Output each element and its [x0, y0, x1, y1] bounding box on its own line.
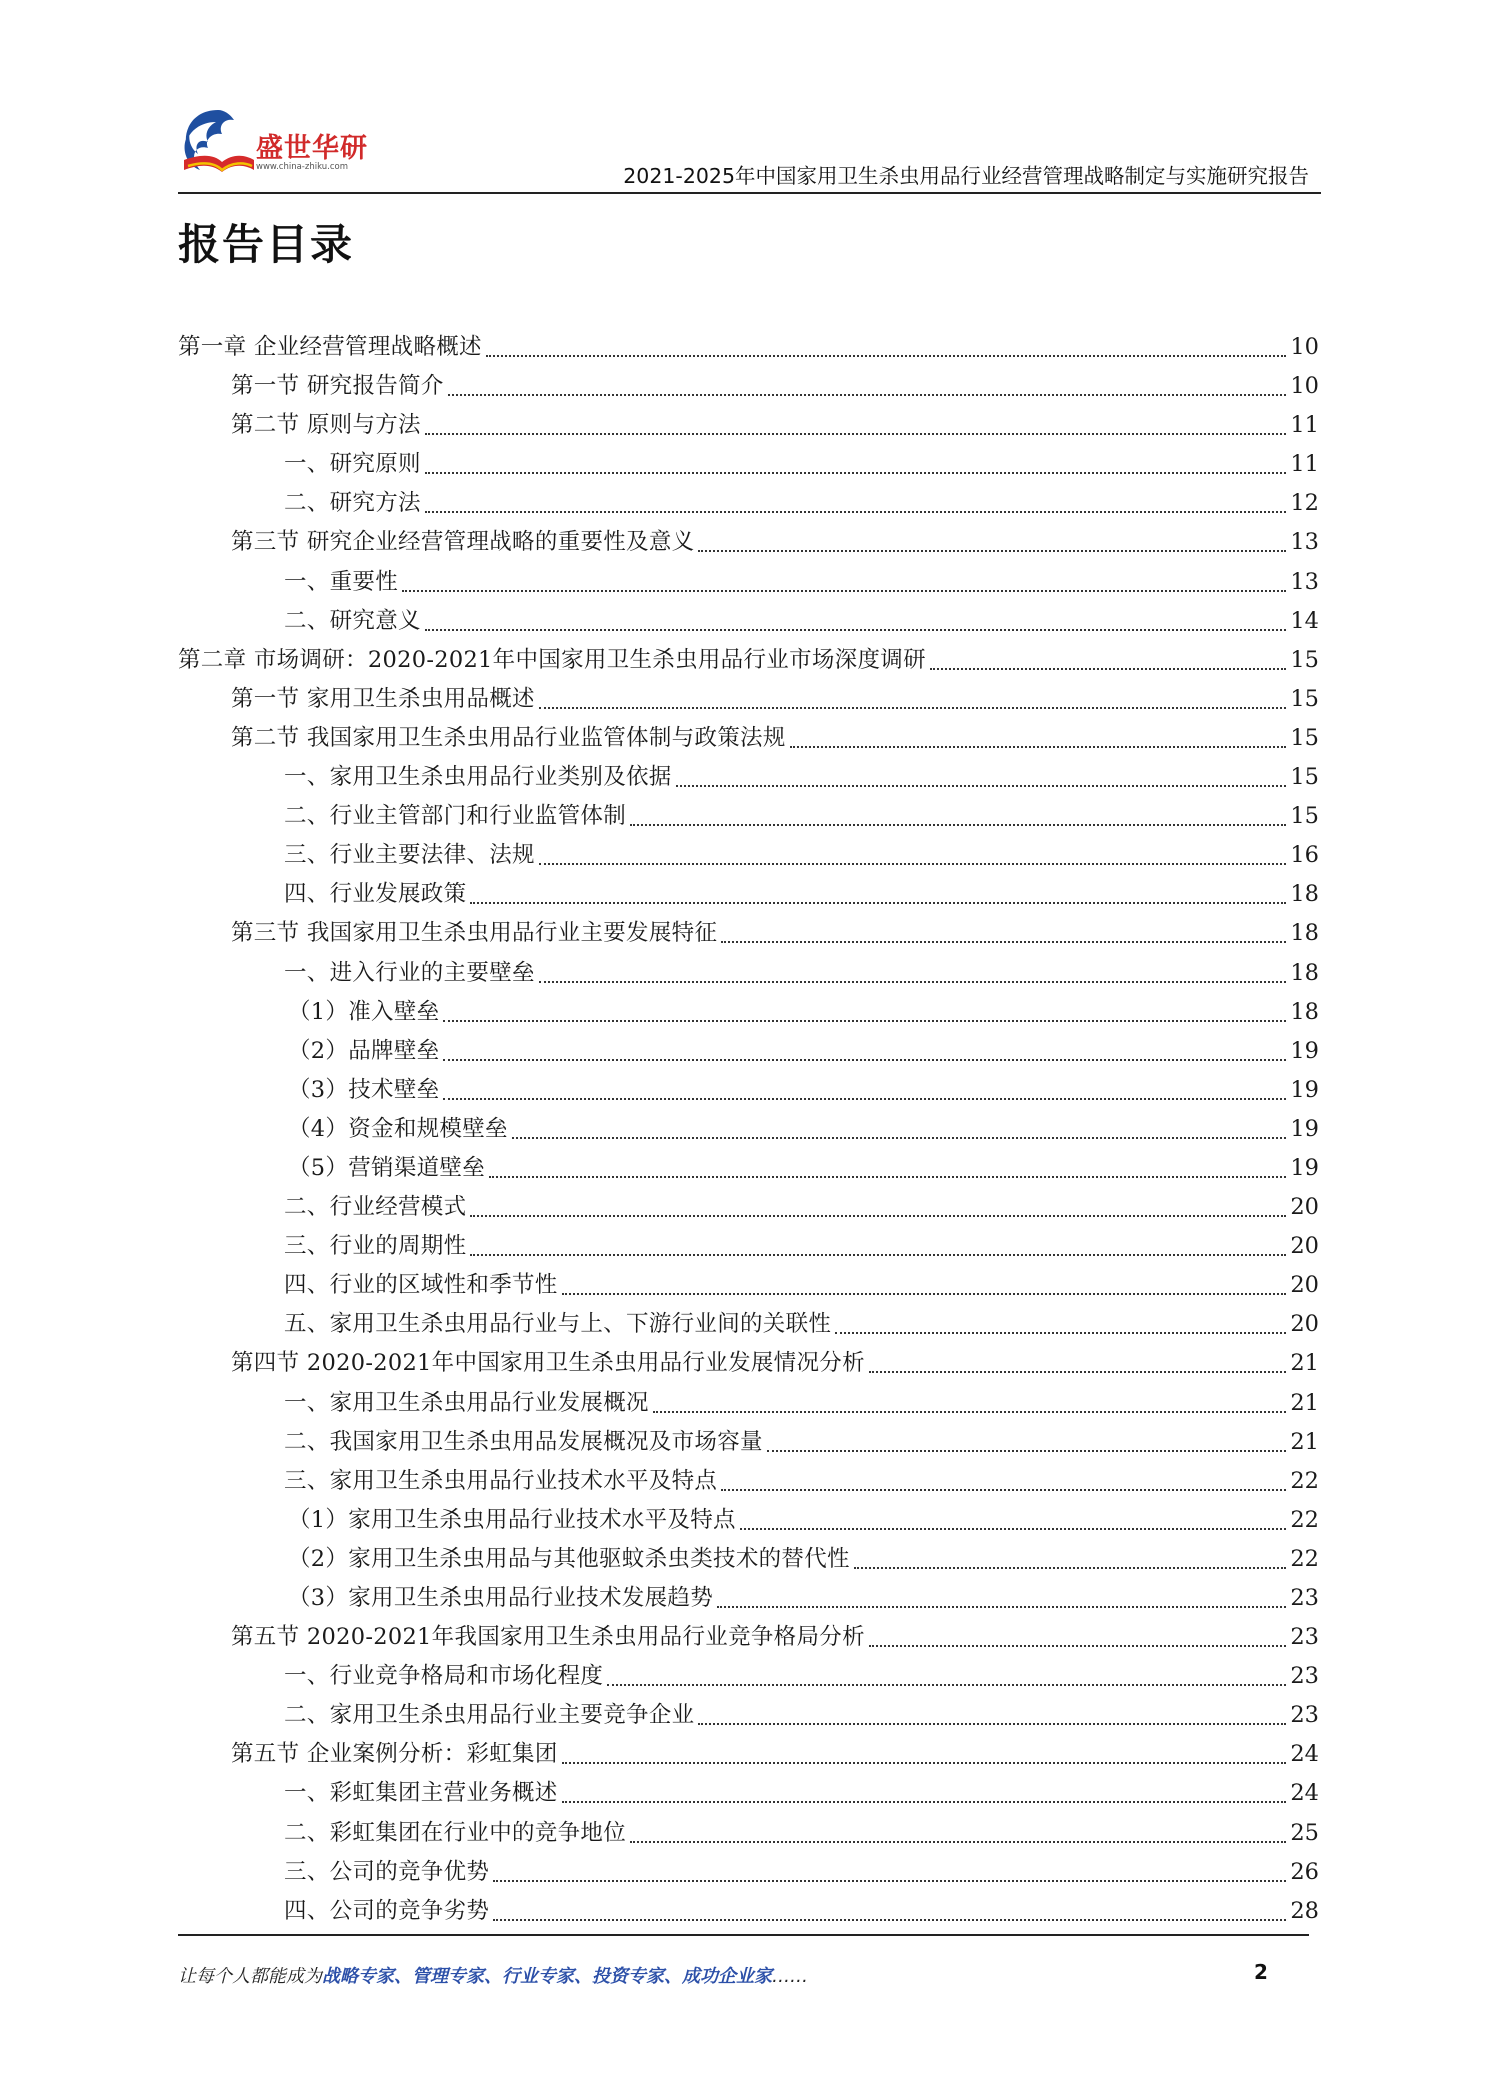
toc-entry-title: 三、家用卫生杀虫用品行业技术水平及特点	[284, 1467, 718, 1494]
toc-entry-page: 19	[1290, 1115, 1319, 1142]
toc-entry-title: 四、公司的竞争劣势	[284, 1897, 490, 1924]
toc-entry[interactable]	[178, 758, 1319, 797]
toc-entry-page: 10	[1290, 373, 1319, 400]
toc-leader-dots	[470, 1193, 1286, 1218]
logo-name: 盛世华研	[256, 133, 368, 164]
toc-entry-title: 第二节 原则与方法	[231, 412, 421, 439]
toc-entry-page: 20	[1290, 1233, 1319, 1260]
toc-leader-dots	[489, 1153, 1286, 1178]
toc-entry[interactable]	[178, 680, 1319, 719]
toc-entry[interactable]	[178, 1344, 1319, 1383]
toc-entry-page: 23	[1290, 1624, 1319, 1651]
toc-entry[interactable]	[178, 1227, 1319, 1266]
toc-entry[interactable]	[178, 836, 1319, 875]
toc-leader-dots	[539, 841, 1287, 866]
toc-entry-page: 18	[1290, 920, 1319, 947]
toc-entry-title: 第一节 研究报告简介	[231, 373, 444, 400]
toc-entry-title: 二、行业主管部门和行业监管体制	[284, 803, 627, 830]
toc-entry[interactable]	[178, 1618, 1319, 1657]
toc-entry-page: 16	[1290, 842, 1319, 869]
toc-entry-title: 二、行业经营模式	[284, 1194, 467, 1221]
toc-entry[interactable]	[178, 1384, 1319, 1423]
toc-entry-page: 11	[1290, 412, 1319, 439]
toc-entry-page: 15	[1290, 646, 1319, 673]
toc-leader-dots	[653, 1388, 1287, 1413]
toc-leader-dots	[869, 1349, 1286, 1374]
toc-entry-page: 23	[1290, 1702, 1319, 1729]
footer-slogan	[178, 1962, 808, 1988]
toc-leader-dots	[425, 606, 1287, 631]
toc-entry-page: 12	[1290, 490, 1319, 517]
toc-leader-dots	[790, 723, 1287, 748]
toc-leader-dots	[425, 489, 1287, 514]
toc-leader-dots	[539, 958, 1287, 983]
toc-entry-page: 15	[1290, 724, 1319, 751]
toc-entry-page: 11	[1290, 451, 1319, 478]
toc-entry-title: （1）家用卫生杀虫用品行业技术水平及特点	[288, 1506, 736, 1533]
toc-leader-dots	[448, 372, 1287, 397]
toc-entry-title: 二、我国家用卫生杀虫用品发展概况及市场容量	[284, 1428, 763, 1455]
toc-entry[interactable]	[178, 1774, 1319, 1813]
toc-entry-title: 第五节 企业案例分析：彩虹集团	[231, 1741, 558, 1768]
toc-entry[interactable]	[178, 1110, 1319, 1149]
toc-entry[interactable]	[178, 1032, 1319, 1071]
toc-entry[interactable]	[178, 993, 1319, 1032]
toc-entry[interactable]	[178, 406, 1319, 445]
header-divider	[178, 192, 1321, 194]
toc-entry-title: 一、彩虹集团主营业务概述	[284, 1780, 558, 1807]
company-logo	[178, 104, 388, 182]
toc-leader-dots	[443, 1075, 1286, 1100]
toc-entry-title: 第三节 研究企业经营管理战略的重要性及意义	[231, 529, 695, 556]
toc-leader-dots	[539, 684, 1287, 709]
toc-entry-page: 20	[1290, 1272, 1319, 1299]
toc-entry-title: 五、家用卫生杀虫用品行业与上、下游行业间的关联性	[284, 1311, 832, 1338]
toc-entry[interactable]	[178, 954, 1319, 993]
toc-entry[interactable]	[178, 1071, 1319, 1110]
toc-entry-page: 18	[1290, 881, 1319, 908]
toc-entry-title: 一、重要性	[284, 568, 399, 595]
toc-leader-dots	[493, 1896, 1286, 1921]
logo-url: www.china-zhiku.com	[256, 162, 348, 172]
toc-entry[interactable]	[178, 328, 1319, 367]
toc-entry-title: （4）资金和规模壁垒	[288, 1115, 508, 1142]
toc-entry-title: 四、行业发展政策	[284, 881, 467, 908]
toc-leader-dots	[630, 1818, 1286, 1843]
toc-leader-dots	[562, 1271, 1287, 1296]
toc-entry-page: 21	[1290, 1389, 1319, 1416]
toc-leader-dots	[425, 450, 1287, 475]
toc-leader-dots	[721, 919, 1286, 944]
toc-entry-page: 26	[1290, 1858, 1319, 1885]
toc-entry-title: （5）营销渠道壁垒	[288, 1154, 486, 1181]
toc-entry-page: 21	[1290, 1350, 1319, 1377]
toc-entry[interactable]	[178, 875, 1319, 914]
toc-entry-page: 28	[1290, 1897, 1319, 1924]
toc-entry-page: 19	[1290, 1154, 1319, 1181]
toc-entry-title: 二、研究方法	[284, 490, 421, 517]
toc-entry[interactable]	[178, 1188, 1319, 1227]
toc-entry-page: 25	[1290, 1819, 1319, 1846]
toc-leader-dots	[562, 1779, 1287, 1804]
toc-entry-page: 23	[1290, 1585, 1319, 1611]
toc-leader-dots	[443, 1036, 1286, 1061]
toc-leader-dots	[607, 1662, 1286, 1687]
toc-entry[interactable]	[178, 367, 1319, 406]
toc-entry[interactable]	[178, 797, 1319, 836]
toc-leader-dots	[740, 1505, 1287, 1530]
toc-leader-dots	[869, 1623, 1286, 1648]
toc-entry-title: （2）品牌壁垒	[288, 1037, 440, 1064]
toc-entry-title: 三、公司的竞争优势	[284, 1858, 490, 1885]
toc-entry[interactable]	[178, 1540, 1319, 1579]
toc-entry-title: 一、研究原则	[284, 451, 421, 478]
toc-entry-page: 22	[1290, 1506, 1319, 1533]
toc-leader-dots	[854, 1544, 1287, 1569]
toc-leader-dots	[493, 1857, 1286, 1882]
toc-entry[interactable]	[178, 1305, 1319, 1344]
logo-emblem-icon	[178, 104, 258, 182]
toc-entry-page: 20	[1290, 1194, 1319, 1221]
toc-leader-dots	[835, 1310, 1286, 1335]
toc-entry[interactable]	[178, 1579, 1319, 1618]
toc-entry-title: （3）家用卫生杀虫用品行业技术发展趋势	[288, 1585, 714, 1611]
toc-entry-title: 二、家用卫生杀虫用品行业主要竞争企业	[284, 1702, 695, 1729]
toc-leader-dots	[698, 1701, 1286, 1726]
toc-entry-title: 第五节 2020-2021年我国家用卫生杀虫用品行业竞争格局分析	[231, 1624, 865, 1651]
toc-entry-page: 19	[1290, 1076, 1319, 1103]
footer-slogan-highlight: 战略专家、管理专家、行业专家、投资专家、成功企业家	[322, 1966, 772, 1987]
toc-entry[interactable]	[178, 1814, 1319, 1853]
toc-entry[interactable]	[178, 1266, 1319, 1305]
toc-entry-page: 21	[1290, 1428, 1319, 1455]
toc-entry[interactable]	[178, 1696, 1319, 1735]
toc-entry-title: 二、研究意义	[284, 607, 421, 634]
footer-slogan-suffix: ……	[772, 1966, 808, 1987]
toc-entry[interactable]	[178, 484, 1319, 523]
toc-entry[interactable]	[178, 1462, 1319, 1501]
report-title: 2021-2025年中国家用卫生杀虫用品行业经营管理战略制定与实施研究报告	[623, 164, 1309, 188]
toc-entry[interactable]	[178, 1423, 1319, 1462]
toc-entry-page: 10	[1290, 334, 1319, 360]
toc-leader-dots	[486, 333, 1287, 358]
toc-entry-title: 四、行业的区域性和季节性	[284, 1272, 558, 1299]
toc-entry-title: 第一章 企业经营管理战略概述	[178, 334, 482, 360]
toc-entry-title: （3）技术壁垒	[288, 1076, 440, 1103]
toc-entry-page: 22	[1290, 1467, 1319, 1494]
toc-entry[interactable]	[178, 523, 1319, 562]
toc-leader-dots	[470, 880, 1286, 905]
toc-leader-dots	[425, 411, 1287, 436]
toc-entry[interactable]	[178, 1735, 1319, 1774]
toc-entry-page: 15	[1290, 803, 1319, 830]
toc-entry-page: 18	[1290, 959, 1319, 986]
toc-entry-page: 24	[1290, 1780, 1319, 1807]
toc-entry[interactable]	[178, 1892, 1319, 1931]
toc-entry-page: 13	[1290, 529, 1319, 556]
toc-entry-title: 一、行业竞争格局和市场化程度	[284, 1663, 604, 1690]
page-title: 报告目录	[178, 220, 355, 269]
toc-entry-page: 24	[1290, 1741, 1319, 1768]
toc-leader-dots	[562, 1740, 1287, 1765]
footer-slogan-prefix: 让每个人都能成为	[178, 1966, 322, 1987]
toc-entry-page: 14	[1290, 607, 1319, 634]
toc-leader-dots	[676, 763, 1287, 788]
toc-entry[interactable]	[178, 563, 1319, 602]
toc-entry-page: 13	[1290, 568, 1319, 595]
toc-entry-page: 22	[1290, 1545, 1319, 1572]
toc-leader-dots	[470, 1232, 1286, 1257]
toc-entry-title: 二、彩虹集团在行业中的竞争地位	[284, 1819, 627, 1846]
toc-entry-title: 第一节 家用卫生杀虫用品概述	[231, 685, 535, 712]
toc-entry[interactable]	[178, 914, 1319, 953]
toc-entry-title: 一、进入行业的主要壁垒	[284, 959, 535, 986]
toc-entry[interactable]	[178, 719, 1319, 758]
toc-leader-dots	[721, 1466, 1286, 1491]
toc-entry-title: 第二节 我国家用卫生杀虫用品行业监管体制与政策法规	[231, 724, 786, 751]
toc-entry[interactable]	[178, 445, 1319, 484]
toc-leader-dots	[630, 802, 1286, 827]
toc-entry-title: 第三节 我国家用卫生杀虫用品行业主要发展特征	[231, 920, 718, 947]
toc-entry-title: 一、家用卫生杀虫用品行业类别及依据	[284, 764, 672, 791]
toc-leader-dots	[767, 1427, 1287, 1452]
toc-entry[interactable]	[178, 1501, 1319, 1540]
toc-entry-page: 15	[1290, 764, 1319, 791]
toc-entry[interactable]	[178, 602, 1319, 641]
toc-entry-title: 三、行业主要法律、法规	[284, 842, 535, 869]
toc-leader-dots	[930, 645, 1286, 670]
toc-entry-title: 三、行业的周期性	[284, 1233, 467, 1260]
toc-entry-page: 15	[1290, 685, 1319, 712]
toc-entry-title: 第四节 2020-2021年中国家用卫生杀虫用品行业发展情况分析	[231, 1350, 865, 1377]
toc-leader-dots	[443, 997, 1286, 1022]
page-number: 2	[1254, 1960, 1268, 1984]
toc-leader-dots	[402, 567, 1286, 592]
toc-leader-dots	[698, 528, 1286, 553]
footer-divider	[178, 1934, 1309, 1936]
toc-entry[interactable]	[178, 1149, 1319, 1188]
toc-entry-page: 20	[1290, 1311, 1319, 1338]
toc-entry-title: 第二章 市场调研：2020-2021年中国家用卫生杀虫用品行业市场深度调研	[178, 646, 926, 673]
toc-leader-dots	[512, 1114, 1287, 1139]
toc-entry-title: 一、家用卫生杀虫用品行业发展概况	[284, 1389, 649, 1416]
toc-leader-dots	[717, 1584, 1286, 1609]
toc-entry-title: （2）家用卫生杀虫用品与其他驱蚊杀虫类技术的替代性	[288, 1545, 850, 1572]
table-of-contents	[178, 328, 1319, 1931]
toc-entry-page: 18	[1290, 998, 1319, 1025]
toc-entry[interactable]	[178, 641, 1319, 680]
toc-entry-page: 19	[1290, 1037, 1319, 1064]
toc-entry[interactable]	[178, 1853, 1319, 1892]
toc-entry-page: 23	[1290, 1663, 1319, 1690]
toc-entry-title: （1）准入壁垒	[288, 998, 440, 1025]
toc-entry[interactable]	[178, 1657, 1319, 1696]
